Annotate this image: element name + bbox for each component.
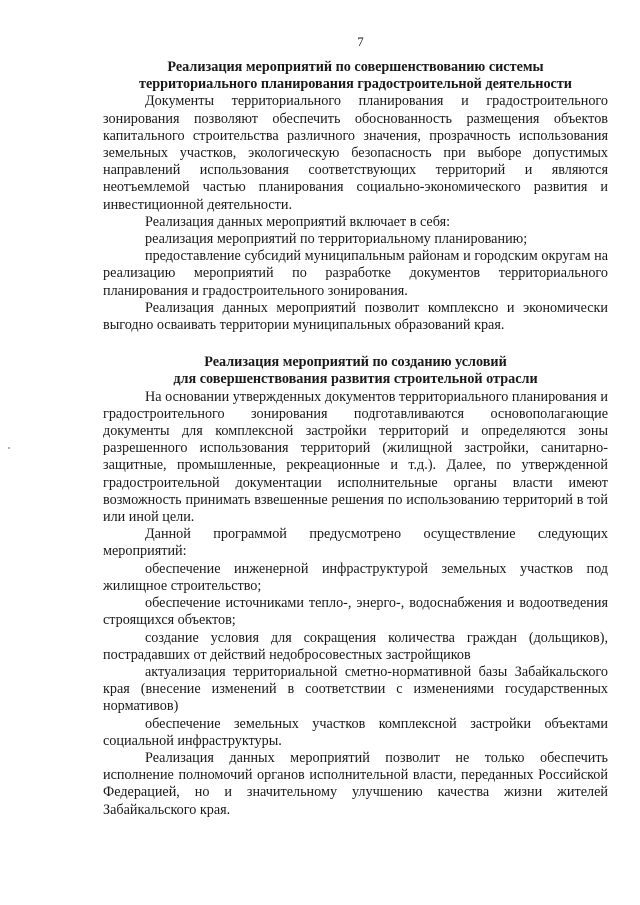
list-item: обеспечение инженерной инфраструктурой земельных участков под жилищное строительство; bbox=[103, 560, 608, 594]
section-title bbox=[103, 354, 608, 388]
paragraph: На основании утвержденных документов территориального планирования и градостроительного зонирования подготавливаются основополагающие документы для комплексной застройки территорий и определяются зоны разрешенного использования территорий (жилищной застройки, санитарно-защитные, промышленные, рекреационные и т.д.). Далее, по утвержденной градостроительной документации исполнительные органы власти имеют возможность принимать взвешенные решения по использованию территорий в той или иной цели. bbox=[103, 388, 608, 526]
document-page bbox=[103, 34, 608, 819]
list-item: создание условия для сокращения количества граждан (дольщиков), пострадавших от действий недобросовестных застройщиков bbox=[103, 629, 608, 663]
section-title-line-1: Реализация мероприятий по совершенствованию системы bbox=[167, 59, 544, 75]
section-title-line-1: Реализация мероприятий по созданию условий bbox=[204, 354, 507, 371]
list-item: обеспечение земельных участков комплексной застройки объектами социальной инфраструктуры. bbox=[103, 715, 608, 749]
section-territorial-planning bbox=[103, 59, 608, 334]
list-item: предоставление субсидий муниципальным районам и городским округам на реализацию мероприятий по разработке документов территориального планирования и градостроительного зонирования. bbox=[103, 248, 608, 299]
paragraph: Данной программой предусмотрено осуществление следующих мероприятий: bbox=[103, 526, 608, 560]
list-item: актуализация территориальной сметно-нормативной базы Забайкальского края (внесение изменений в соответствии с изменениями государственных нормативов) bbox=[103, 663, 608, 715]
paragraph: Реализация данных мероприятий позволит комплексно и экономически выгодно осваивать территории муниципальных образований края. bbox=[103, 299, 608, 334]
list-item: обеспечение источниками тепло-, энерго-, водоснабжения и водоотведения строящихся объектов; bbox=[103, 595, 608, 629]
page-number: 7 bbox=[357, 34, 364, 49]
paragraph: Реализация данных мероприятий включает в себя: bbox=[145, 213, 451, 230]
paragraph: Документы территориального планирования и градостроительного зонирования позволяют обеспечить обоснованность размещения объектов капитального строительства различного значения, прозрачность использования земельных участков, экологическую безопасность при выборе допустимых направлений использования соответствующих территорий и являются неотъемлемой частью планирования социально-экономического развития и инвестиционной деятельности. bbox=[103, 93, 608, 213]
paragraph: Реализация данных мероприятий позволит не только обеспечить исполнение полномочий органов исполнительной власти, переданных Российской Федерацией, но и значительному улучшению качества жизни жителей Забайкальского края. bbox=[103, 749, 608, 818]
section-body bbox=[103, 389, 608, 819]
section-construction-industry bbox=[103, 354, 608, 818]
list-item: реализация мероприятий по территориальному планированию; bbox=[145, 231, 528, 248]
section-title-line-2: территориального планирования градостроительной деятельности bbox=[139, 76, 572, 93]
margin-speck bbox=[8, 447, 10, 449]
section-title-line-2: для совершенствования развития строительной отрасли bbox=[173, 371, 538, 388]
section-body bbox=[103, 93, 608, 334]
section-title bbox=[103, 59, 608, 93]
